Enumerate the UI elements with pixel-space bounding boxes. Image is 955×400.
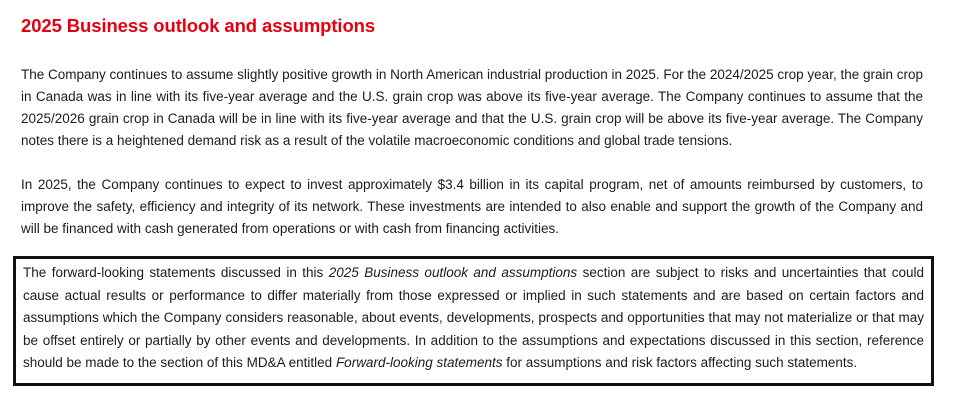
outlook-paragraph-1: The Company continues to assume slightly positive growth in North American industrial production in 2025. For the 2024/2025 crop year, the grain crop in Canada was in line with its five-year average and the U.S. grain crop was above its five-year average. The Company continues to assume that the 2025/2026 grain crop in Canada will be in line with its five-year average and that the U.S. grain crop will be above its five-year average. The Company notes there is a heightened demand risk as a result of the volatile macroeconomic conditions and global trade tensions. (21, 67, 923, 148)
notice-italic-section-title: 2025 Business outlook and assumptions (328, 265, 578, 280)
forward-looking-notice-text (23, 262, 924, 375)
notice-text-part-1: The forward-looking statements discussed in this (23, 265, 329, 280)
notice-italic-reference-title: Forward-looking statements (335, 355, 503, 370)
notice-text-part-3: for assumptions and risk factors affecting such statements. (502, 355, 858, 370)
notice-text-part-2: section are subject to risks and uncertainties that could cause actual results or performance to differ materially from those expressed or implied in such statements and are based on certain factors and assumptions which the Company considers reasonable, about events, developments, prospects and opportunities that may not materialize or that may be offset entirely or partially by other events and developments. In addition to the assumptions and expectations discussed in this section, reference should be made to the section of this MD&A entitled (23, 265, 925, 370)
outlook-paragraph-2: In 2025, the Company continues to expect to invest approximately $3.4 billion in its capital program, net of amounts reimbursed by customers, to improve the safety, efficiency and integrity of its network. These investments are intended to also enable and support the growth of the Company and will be financed with cash generated from operations or with cash from financing activities. (21, 177, 923, 236)
forward-looking-notice-box (13, 256, 934, 386)
section-heading: 2025 Business outlook and assumptions (21, 15, 376, 36)
